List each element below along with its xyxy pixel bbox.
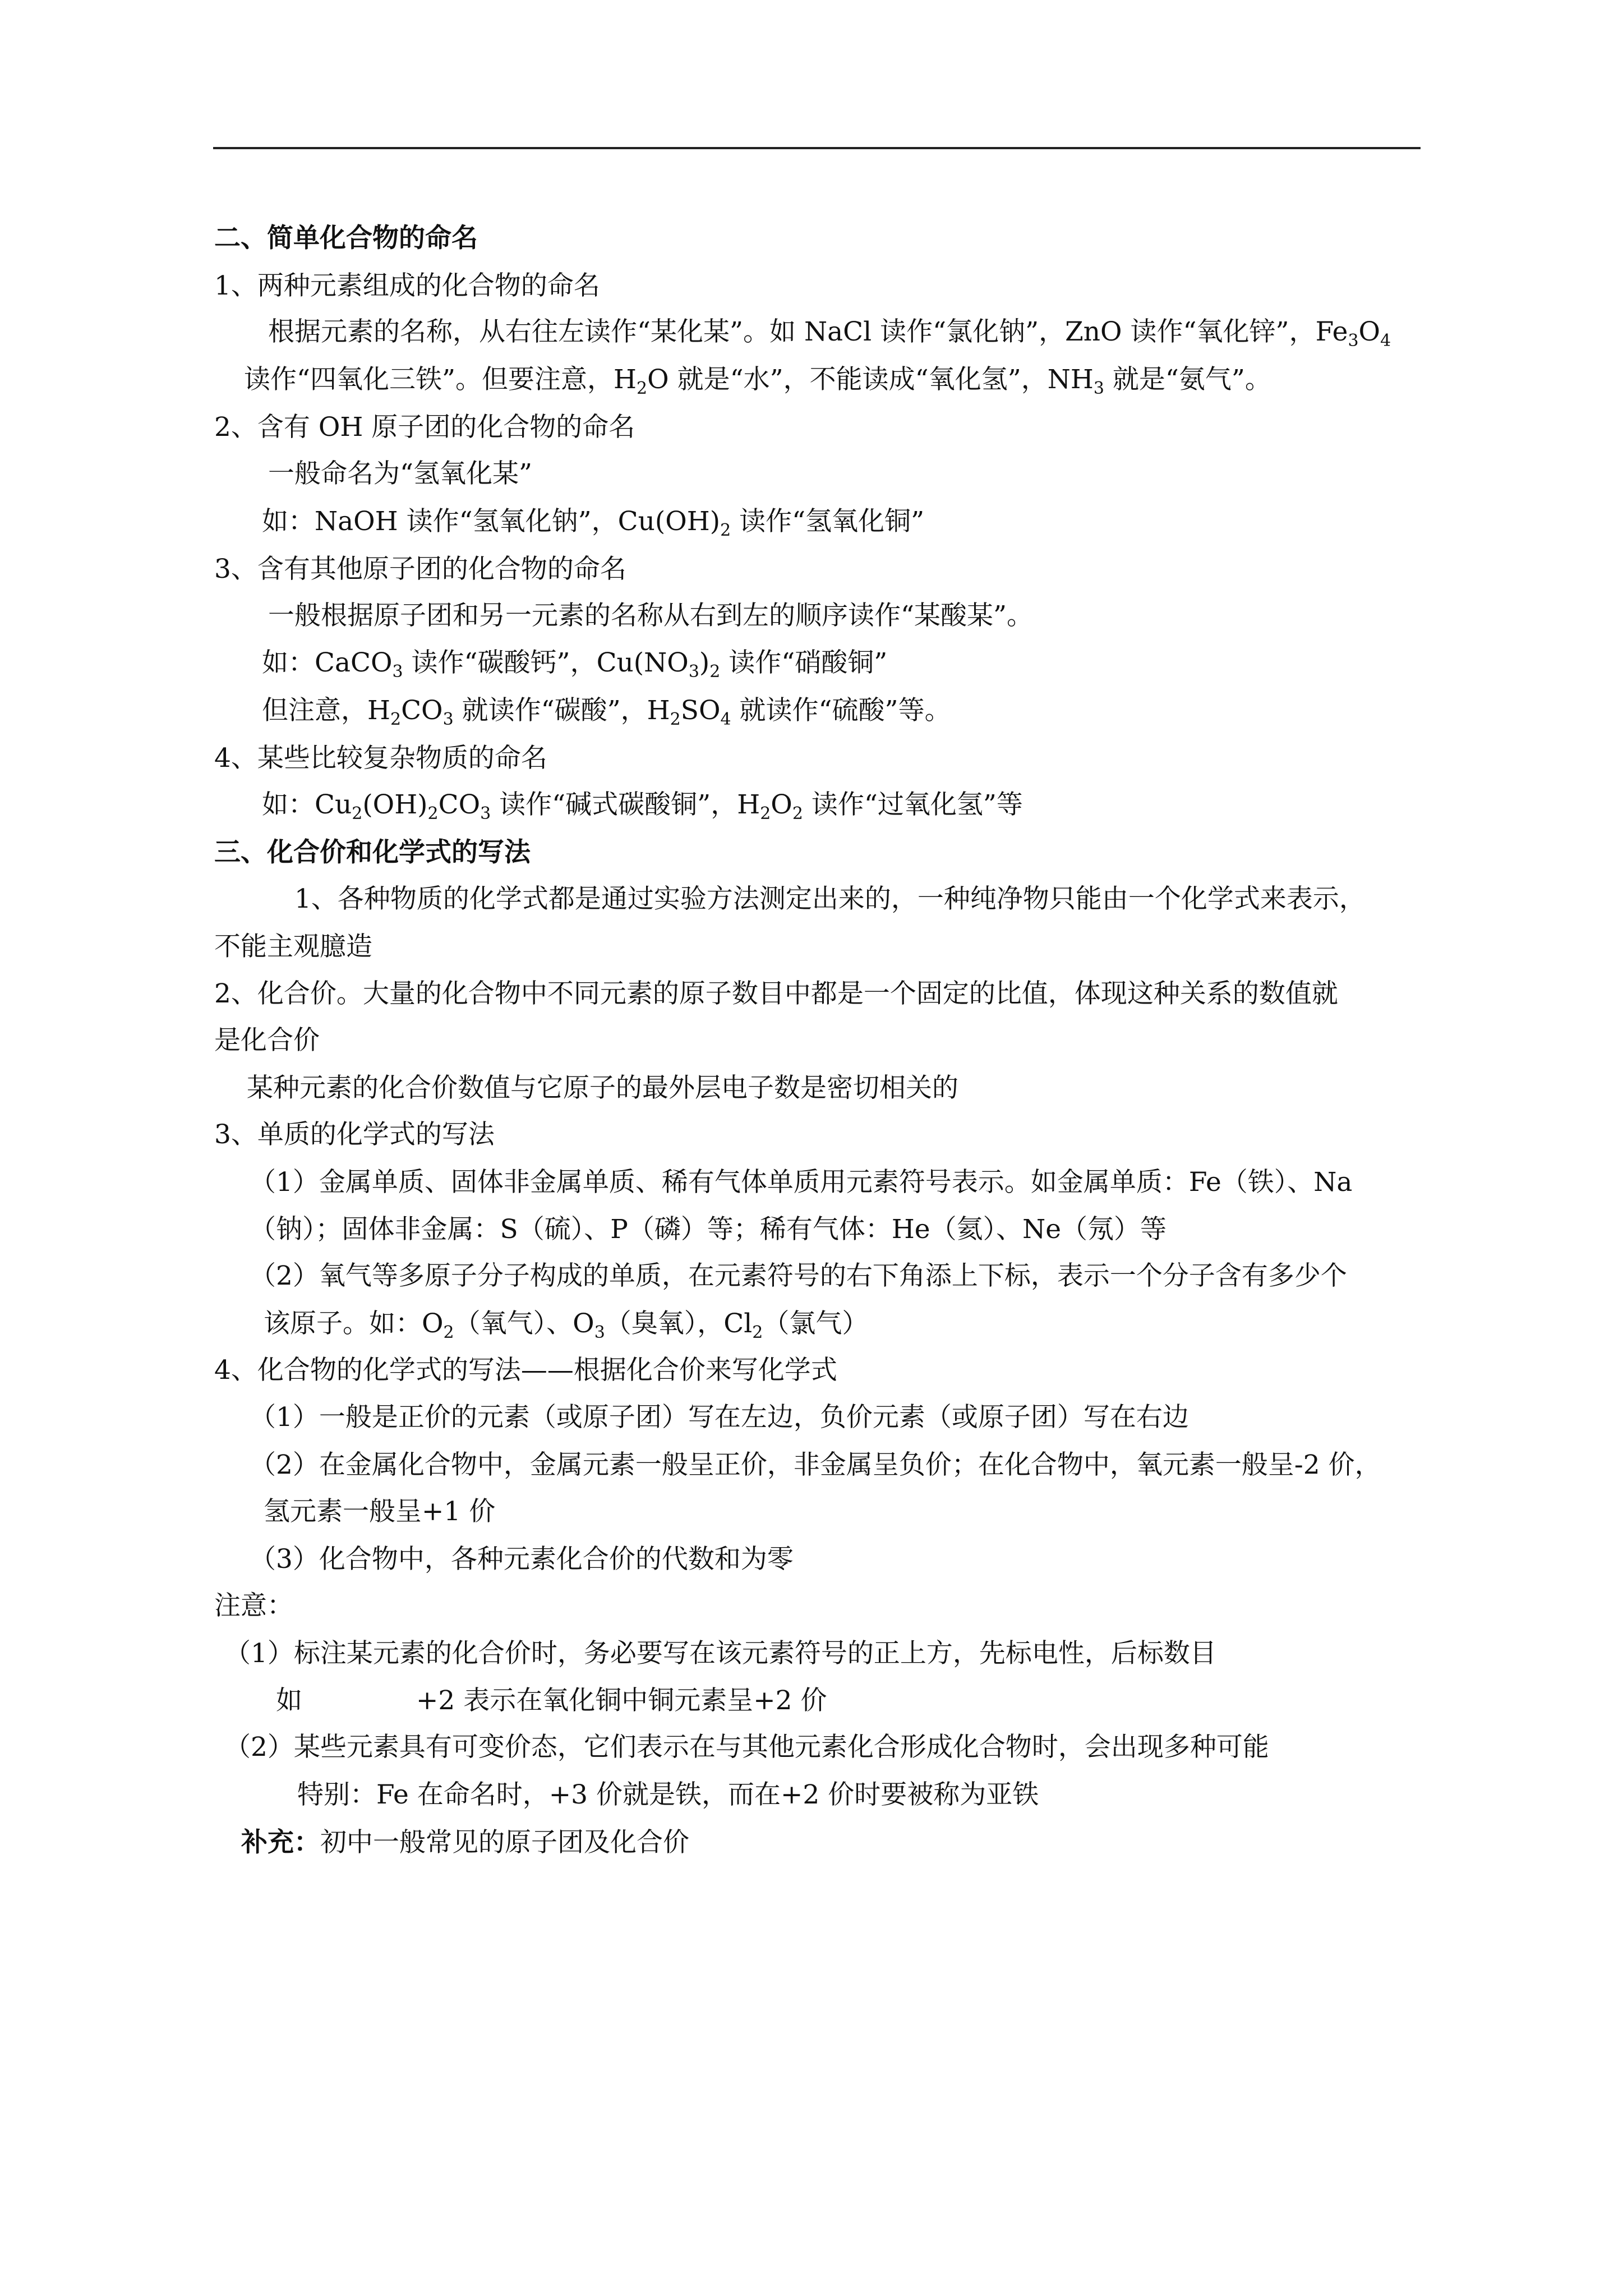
text-line: 氢元素一般呈+1 价 <box>264 1496 496 1527</box>
text-line: （2）在金属化合物中，金属元素一般呈正价，非金属呈负价；在化合物中，氧元素一般呈-2 价， <box>250 1450 1381 1480</box>
text-line: 1、两种元素组成的化合物的命名 <box>214 270 600 301</box>
text-line: 2、化合价。大量的化合物中不同元素的原子数目中都是一个固定的比值，体现这种关系的数值就 <box>214 978 1338 1009</box>
text-line: （1）一般是正价的元素（或原子团）写在左边，负价元素（或原子团）写在右边 <box>250 1402 1189 1433</box>
text-line: 3、含有其他原子团的化合物的命名 <box>214 554 626 585</box>
text-line: 如：$Cu_2(OH)_2CO_3$ 读作“碱式碳酸铜”，$H_2O_2$ 读作“过氧化氢”等 <box>262 789 1023 823</box>
text-line: 一般命名为“氢氧化某” <box>268 458 533 489</box>
text-line: 注意： <box>214 1590 293 1621</box>
text-line: 一般根据原子团和另一元素的名称从右到左的顺序读作“某酸某”。 <box>268 600 1034 631</box>
text-line: 2、含有 OH 原子团的化合物的命名 <box>214 412 635 443</box>
text-line: 是化合价 <box>214 1025 320 1056</box>
text-line: 三、化合价和化学式的写法 <box>214 837 531 868</box>
header-rule <box>213 147 1421 149</box>
text-line: 但注意，$H_2CO_3$ 就读作“碳酸”，$H_2SO_4$ 就读作“硫酸”等。 <box>262 695 951 729</box>
text-line: 4、某些比较复杂物质的命名 <box>214 743 547 774</box>
text-line: 该原子。如：$O_2$（氧气）、$O_3$（臭氧），$Cl_2$（氯气） <box>264 1308 869 1342</box>
text-line: 如：CaCO$_3$ 读作“碳酸钙”，$Cu(NO_3)_2$ 读作“硝酸铜” <box>262 647 888 682</box>
text-line: 3、单质的化学式的写法 <box>214 1119 495 1150</box>
text-line: （1）标注某元素的化合价时，务必要写在该元素符号的正上方，先标电性，后标数目 <box>224 1638 1216 1669</box>
text-line: 某种元素的化合价数值与它原子的最外层电子数是密切相关的 <box>247 1073 958 1103</box>
text-line: 补充：初中一般常见的原子团及化合价 <box>241 1827 689 1858</box>
text-line: （2）氧气等多原子分子构成的单质，在元素符号的右下角添上下标，表示一个分子含有多少个 <box>250 1260 1347 1291</box>
text-line: 二、简单化合物的命名 <box>214 223 478 254</box>
text-line: 4、化合物的化学式的写法——根据化合价来写化学式 <box>214 1355 837 1386</box>
text-line: 特别：Fe 在命名时，+3 价就是铁，而在+2 价时要被称为亚铁 <box>297 1779 1039 1810</box>
text-line: 如 <box>276 1685 302 1716</box>
text-line: 1、各种物质的化学式都是通过实验方法测定出来的，一种纯净物只能由一个化学式来表示， <box>294 884 1366 914</box>
text-line: （1）金属单质、固体非金属单质、稀有气体单质用元素符号表示。如金属单质：Fe（铁）、Na <box>250 1167 1353 1198</box>
text-line: 根据元素的名称，从右往左读作“某化某”。如 NaCl 读作“氯化钠”，ZnO 读作“氧化锌”，$Fe_3O_4$ <box>268 316 1391 351</box>
text-line: （2）某些元素具有可变价态，它们表示在与其他元素化合形成化合物时，会出现多种可能 <box>224 1732 1269 1763</box>
text-line: +2 表示在氧化铜中铜元素呈+2 价 <box>416 1685 827 1716</box>
text-line: （3）化合物中，各种元素化合价的代数和为零 <box>250 1544 794 1575</box>
text-line: 读作“四氧化三铁”。但要注意，$H_2O$ 就是“水”，不能读成“氧化氢”，$NH_3$ 就是“氨气”。 <box>244 364 1271 398</box>
text-line: 如：NaOH 读作“氢氧化钠”，$Cu(OH)_2$ 读作“氢氧化铜” <box>262 506 925 540</box>
text-line: （钠）；固体非金属：S（硫）、P（磷）等；稀有气体：He（氦）、Ne（氖）等 <box>250 1214 1167 1245</box>
text-line: 不能主观臆造 <box>214 931 372 962</box>
